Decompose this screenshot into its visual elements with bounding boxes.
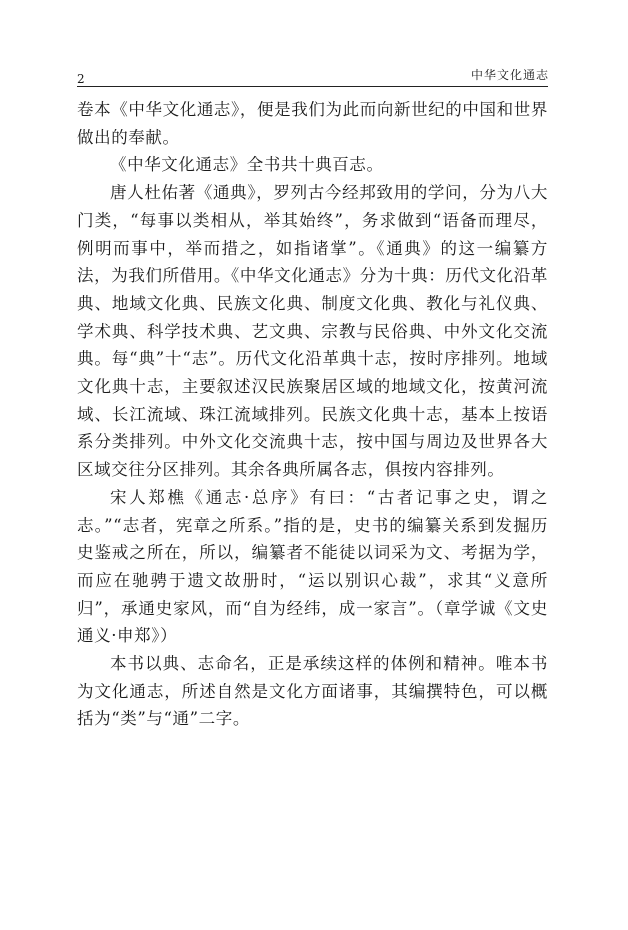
page-number: 2: [77, 72, 85, 86]
running-head: 中华文化通志: [470, 68, 549, 82]
paragraph-tongdian: 唐人杜佑著《通典》，罗列古今经邦致用的学问，分为八大门类，“每事以类相从，举其始终”，务求做到“语备而理尽，例明而事中，举而措之，如指诸掌”。《通典》的这一编纂方法，为我们所借用。《中华文化通志》分为十典：历代文化沿革典、地域文化典、民族文化典、制度文化典、教化与礼仪典、学术典、科学技术典、艺文典、宗教与民俗典、中外文化交流典。每“典”十“志”。历代文化沿革典十志，按时序排列。地域文化典十志，主要叙述汉民族聚居区域的地域文化，按黄河流域、长江流域、珠江流域排列。民族文化典十志，基本上按语系分类排列。中外文化交流典十志，按中国与周边及世界各大区域交往分区排列。其余各典所属各志，俱按内容排列。: [77, 183, 548, 480]
header-rule: [77, 86, 548, 87]
paragraph-naming: 本书以典、志命名，正是承续这样的体例和精神。唯本书为文化通志，所述自然是文化方面诸事，其编撰特色，可以概括为“类”与“通”二字。: [77, 654, 548, 729]
paragraph-tongzhi: 宋人郑樵《通志·总序》有曰：“古者记事之史，谓之志。”“志者，宪章之所系。”指的是，史书的编纂关系到发掘历史鉴戒之所在，所以，编纂者不能徒以词采为文、考据为学，而应在驰骋于遗文故册时，“运以别识心裁”，求其“义意所归”，承通史家风，而“自为经纬，成一家言”。（章学诚《文史通义·申郑》）: [77, 487, 548, 646]
paragraph-continuation: 卷本《中华文化通志》，便是我们为此而向新世纪的中国和世界做出的奉献。: [77, 100, 548, 147]
body-text: [77, 96, 548, 733]
paragraph-structure: 《中华文化通志》全书共十典百志。: [110, 155, 384, 175]
